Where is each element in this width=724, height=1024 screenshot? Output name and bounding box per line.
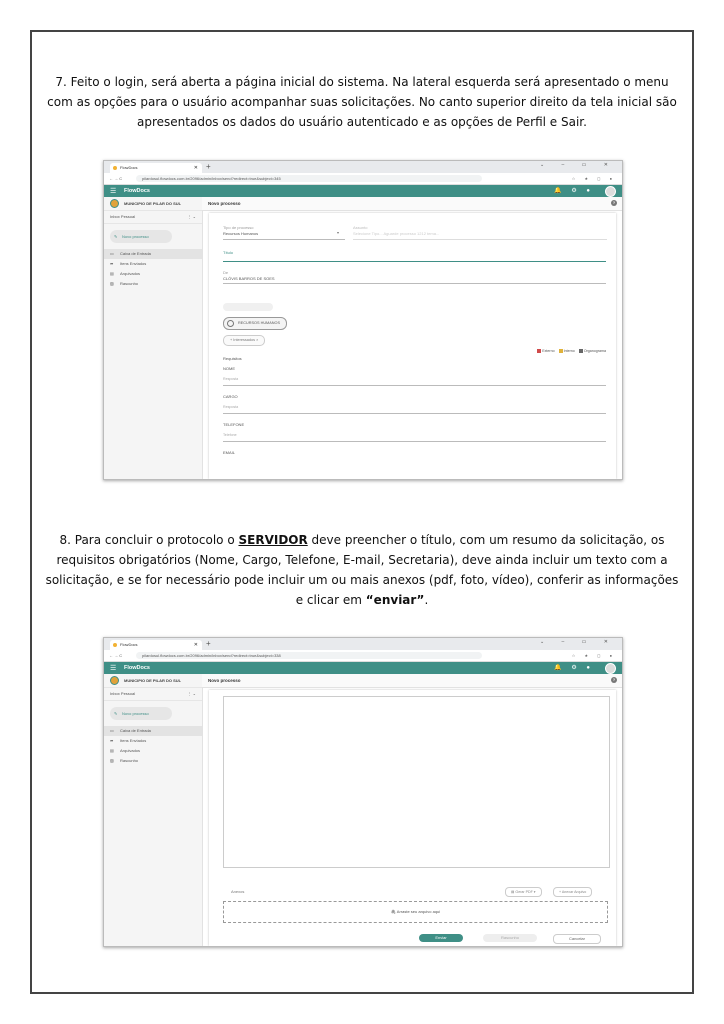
sidebar-item-inbox[interactable]: ▭ Caixa de Entrada <box>104 249 202 259</box>
page-title: Novo processo ? <box>202 197 622 211</box>
step-7-paragraph: 7. Feito o login, será aberta a página inicial do sistema. Na lateral esquerda será apresentado o menu com as opções para o usuário acompanhar suas solicitações. No canto superior direito da tela inicial são apresentados os dados do usuário autenticado e as opções de Perfil e Sair. <box>47 75 677 129</box>
type-field[interactable]: Tipo de processo Recursos Humanos <box>223 225 259 236</box>
subject-field[interactable]: Assunto Selecione Tipo... Aguarde processo 1212 tema... <box>353 225 440 236</box>
form-panel <box>209 690 616 946</box>
window-controls[interactable]: ⌄ – ▭ ✕ <box>539 639 616 645</box>
sidebar-item-draft[interactable]: ▨ Rascunho <box>104 756 202 766</box>
field-cargo: CARGO <box>223 394 238 399</box>
draft-icon: ▨ <box>110 758 114 763</box>
extension-icons[interactable]: ☆ ★ ◻ ● <box>571 176 616 181</box>
enviar-emphasis: “enviar” <box>365 593 425 607</box>
legend: Externo Interno Organograma <box>534 349 606 353</box>
new-tab-icon[interactable]: + <box>206 162 211 171</box>
user-avatar[interactable] <box>605 186 616 197</box>
browser-urlbar <box>104 173 622 185</box>
draft-button[interactable]: Rascunho <box>483 934 537 942</box>
new-process-button[interactable]: ✎ Novo processo <box>110 707 172 720</box>
legend-swatch-external <box>537 349 541 353</box>
inbox-icon: ▭ <box>110 728 114 733</box>
placeholder-pill <box>223 303 273 311</box>
new-tab-icon[interactable]: + <box>206 639 211 648</box>
sidebar-item-sent[interactable]: ➦ Itens Enviados <box>104 259 202 269</box>
url-field[interactable]: pilardosul.flowdocs.com.br/2096/admin/inbox/send?redirect=true&subject=345 <box>136 175 482 182</box>
send-icon: ➦ <box>110 261 114 266</box>
user-avatar[interactable] <box>605 663 616 674</box>
request-textarea[interactable] <box>223 696 610 868</box>
cargo-input[interactable]: Resposta <box>223 405 239 409</box>
app-brand: FlowDocs <box>124 188 150 194</box>
title-input[interactable] <box>223 261 606 262</box>
tab-title: FlowDocs <box>120 165 138 170</box>
inbox-selector[interactable]: Inbox Pessoal ⋮ ⌄ <box>104 688 202 701</box>
field-email: EMAIL <box>223 450 236 455</box>
sidebar-item-sent[interactable]: ➦ Itens Enviados <box>104 736 202 746</box>
form-panel <box>209 213 616 479</box>
title-label: Título <box>223 250 234 255</box>
send-button[interactable]: Enviar <box>419 934 463 942</box>
browser-tabbar <box>104 638 622 650</box>
field-nome: NOME <box>223 366 235 371</box>
page-title: Novo processo ? <box>202 674 622 688</box>
sidebar-item-draft[interactable]: ▨ Rascunho <box>104 279 202 289</box>
pdf-icon: ▤ <box>511 890 515 894</box>
edit-icon: ✎ <box>114 234 118 239</box>
screenshot-inbox <box>103 160 623 480</box>
inbox-selector[interactable]: Inbox Pessoal ⋮ ⌄ <box>104 211 202 224</box>
org-logo-icon <box>110 676 119 685</box>
nav-icons[interactable]: ← → C <box>109 176 123 181</box>
app-brand: FlowDocs <box>124 665 150 671</box>
org-logo-icon <box>110 199 119 208</box>
anexos-label: Anexos <box>231 889 245 894</box>
nome-input[interactable]: Resposta <box>223 377 239 381</box>
sidebar-item-archived[interactable]: ▤ Arquivados <box>104 746 202 756</box>
draft-icon: ▨ <box>110 281 114 286</box>
inbox-icon: ▭ <box>110 251 114 256</box>
paperclip-icon: 🖇 <box>390 909 396 914</box>
step-8-paragraph: 8. Para concluir o protocolo o SERVIDOR deve preencher o título, com um resumo da solicitação, os requisitos obrigatórios (Nome, Cargo, Telefone, E-mail, Secretaria), deve ainda incluir um texto com a solicitação, e se for necessário pode incluir um ou mais anexos (pdf, foto, vídeo), conferir as informações e clicar em “enviar”. <box>45 533 679 607</box>
close-tab-icon[interactable]: ✕ <box>193 165 198 171</box>
url-field[interactable]: pilardosul.flowdocs.com.br/2096/admin/inbox/send?redirect=true&subject=338 <box>136 652 482 659</box>
sidebar-item-archived[interactable]: ▤ Arquivados <box>104 269 202 279</box>
sidebar-item-inbox[interactable]: ▭ Caixa de Entrada <box>104 726 202 736</box>
archive-icon: ▤ <box>110 271 114 276</box>
browser-tab[interactable] <box>110 163 202 173</box>
servidor-emphasis: SERVIDOR <box>238 533 308 547</box>
favicon-icon <box>113 643 117 647</box>
new-process-button[interactable]: ✎ Novo processo <box>110 230 172 243</box>
archive-icon: ▤ <box>110 748 114 753</box>
interested-chip[interactable]: + Interessados × <box>223 335 265 346</box>
window-controls[interactable]: ⌄ – ▭ ✕ <box>539 162 616 168</box>
file-dropzone[interactable]: 🖇 Arraste seu arquivo aqui <box>223 901 608 923</box>
browser-tabbar <box>104 161 622 173</box>
attach-file-button[interactable]: + Anexar Arquivo <box>553 887 592 897</box>
favicon-icon <box>113 166 117 170</box>
hamburger-icon[interactable]: ☰ <box>110 188 117 195</box>
department-chip[interactable]: RECURSOS HUMANOS <box>223 317 287 330</box>
extension-icons[interactable]: ☆ ★ ◻ ● <box>571 653 616 658</box>
hamburger-icon[interactable]: ☰ <box>110 665 117 672</box>
org-name: MUNICIPIO DE PILAR DO SUL <box>104 197 202 211</box>
legend-swatch-internal <box>559 349 563 353</box>
screenshot-form-submit <box>103 637 623 947</box>
browser-tab[interactable] <box>110 640 202 650</box>
help-icon[interactable]: ? <box>612 200 616 205</box>
help-icon[interactable]: ? <box>612 677 616 682</box>
close-tab-icon[interactable]: ✕ <box>193 642 198 648</box>
browser-urlbar <box>104 650 622 662</box>
sidebar <box>104 197 203 479</box>
cancel-button[interactable]: Cancelar <box>553 934 601 944</box>
sidebar <box>104 674 203 946</box>
nav-icons[interactable]: ← → C <box>109 653 123 658</box>
edit-icon: ✎ <box>114 711 118 716</box>
org-name: MUNICIPIO DE PILAR DO SUL <box>104 674 202 688</box>
chevron-down-icon[interactable]: ▾ <box>337 230 340 235</box>
header-icons[interactable]: 🔔 ⚙ ● <box>554 665 594 671</box>
field-telefone: TELEFONE <box>223 422 245 427</box>
header-icons[interactable]: 🔔 ⚙ ● <box>554 188 594 194</box>
send-icon: ➦ <box>110 738 114 743</box>
legend-swatch-org <box>579 349 583 353</box>
generate-pdf-button[interactable]: ▤ Gerar PDF ▾ <box>505 887 542 897</box>
requisitos-heading: Requisitos <box>223 356 242 361</box>
tab-title: FlowDocs <box>120 642 138 647</box>
telefone-input[interactable]: Telefone <box>223 433 237 437</box>
to-field[interactable]: De CLÓVIS BARROS DE SOES <box>223 270 275 281</box>
department-icon <box>227 320 234 327</box>
